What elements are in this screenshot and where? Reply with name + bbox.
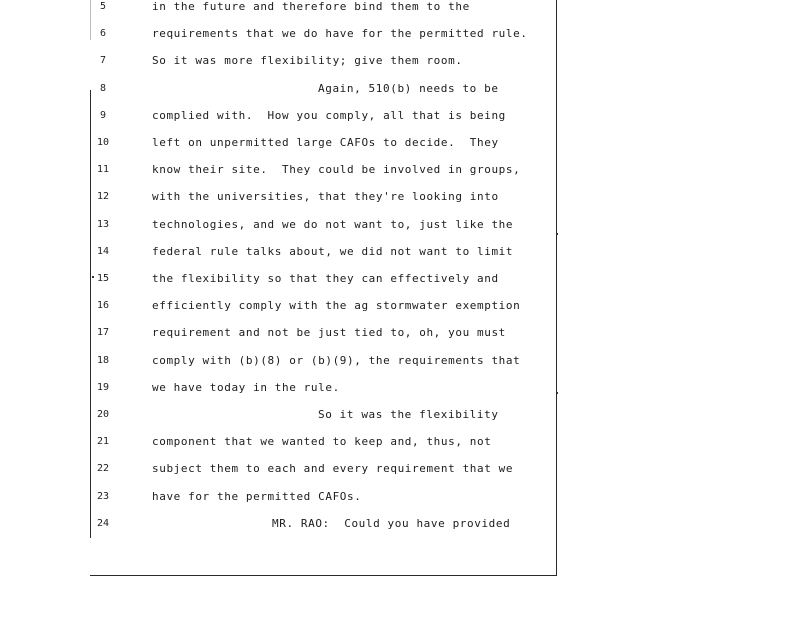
line-number: 13 bbox=[96, 218, 110, 230]
line-text: federal rule talks about, we did not want to limit bbox=[152, 244, 514, 258]
transcript-line bbox=[0, 269, 556, 289]
line-text: with the universities, that they're looking into bbox=[152, 190, 499, 204]
line-text: efficiently comply with the ag stormwater exemption bbox=[152, 299, 521, 313]
line-number: 16 bbox=[96, 300, 110, 312]
scan-speck bbox=[556, 233, 558, 235]
line-text: have for the permitted CAFOs. bbox=[152, 489, 362, 503]
right-margin-rule bbox=[556, 0, 557, 576]
transcript-line bbox=[0, 296, 556, 316]
bottom-rule bbox=[90, 575, 556, 576]
transcript-line bbox=[0, 351, 556, 371]
line-number: 24 bbox=[96, 517, 110, 529]
transcript-line bbox=[0, 106, 556, 126]
line-text: So it was more flexibility; give them room. bbox=[152, 54, 463, 68]
line-text: requirements that we do have for the permitted rule. bbox=[152, 27, 528, 41]
line-text: in the future and therefore bind them to the bbox=[152, 0, 470, 13]
line-text: complied with. How you comply, all that is being bbox=[152, 108, 506, 122]
line-number: 5 bbox=[99, 1, 107, 12]
line-number: 7 bbox=[99, 55, 107, 67]
line-number: 18 bbox=[96, 354, 110, 366]
line-number: 8 bbox=[99, 82, 107, 94]
line-text: subject them to each and every requirement that we bbox=[152, 462, 514, 476]
transcript-line bbox=[0, 79, 556, 99]
line-number: 23 bbox=[96, 490, 110, 502]
scan-speck bbox=[556, 392, 558, 394]
transcript-line bbox=[0, 459, 556, 479]
transcript-line bbox=[0, 405, 556, 425]
transcript-line bbox=[0, 323, 556, 343]
line-number: 20 bbox=[96, 409, 110, 420]
transcript-line bbox=[0, 187, 556, 207]
line-text: left on unpermitted large CAFOs to decide. They bbox=[152, 136, 499, 149]
line-text: know their site. They could be involved in groups, bbox=[152, 163, 521, 177]
transcript-line bbox=[0, 432, 556, 452]
line-number: 14 bbox=[96, 245, 110, 257]
line-number: 15 bbox=[96, 273, 110, 284]
transcript-line bbox=[0, 24, 556, 44]
transcript-line bbox=[0, 514, 556, 534]
transcript-line bbox=[0, 51, 556, 71]
line-number: 21 bbox=[96, 436, 110, 448]
line-number: 11 bbox=[96, 164, 110, 176]
line-number: 10 bbox=[96, 137, 110, 148]
transcript-line bbox=[0, 160, 556, 180]
line-text: MR. RAO: Could you have provided bbox=[272, 516, 511, 530]
transcript-line bbox=[0, 487, 556, 507]
transcript-line bbox=[0, 378, 556, 398]
transcript-line bbox=[0, 242, 556, 262]
line-text: technologies, and we do not want to, just like the bbox=[152, 217, 514, 231]
line-number: 6 bbox=[99, 28, 107, 40]
transcript-line bbox=[0, 0, 556, 17]
line-text: comply with (b)(8) or (b)(9), the requirements that bbox=[152, 353, 521, 367]
line-number: 22 bbox=[96, 463, 110, 475]
transcript-line bbox=[0, 215, 556, 235]
line-number: 17 bbox=[96, 327, 110, 339]
line-text: the flexibility so that they can effectively and bbox=[152, 272, 499, 285]
line-text: component that we wanted to keep and, thus, not bbox=[152, 435, 492, 449]
line-text: we have today in the rule. bbox=[152, 380, 340, 394]
line-number: 12 bbox=[96, 191, 110, 203]
line-text: Again, 510(b) needs to be bbox=[318, 81, 499, 95]
line-number: 9 bbox=[99, 109, 107, 121]
transcript-line bbox=[0, 133, 556, 153]
line-text: requirement and not be just tied to, oh, you must bbox=[152, 326, 506, 340]
line-number: 19 bbox=[96, 381, 110, 393]
line-text: So it was the flexibility bbox=[318, 408, 499, 421]
